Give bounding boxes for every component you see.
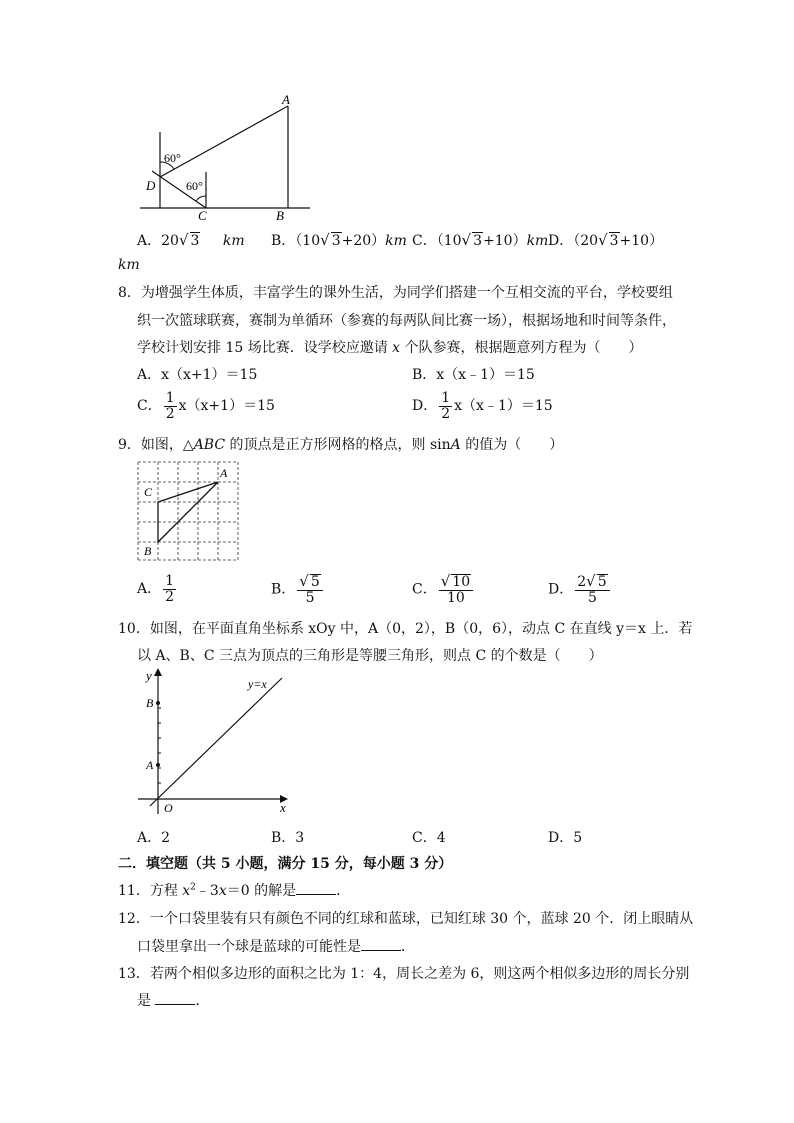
q9-option-c: C． $\frac{√ 10}{10}$ [412, 574, 475, 605]
q10-line-1: 10．如图，在平面直角坐标系 xOy 中，A（0，2），B（0，6），动点 C 在直线 y＝x 上．若 [118, 621, 693, 637]
q10-point-b-label: B [146, 696, 154, 710]
q10-option-a: A．2 [137, 830, 171, 846]
q10-coordinate-figure [130, 664, 300, 816]
q11-answer-blank[interactable] [296, 882, 336, 895]
q12-answer-blank[interactable] [361, 938, 401, 951]
q7-label-b: B [276, 208, 284, 222]
q13-line-1: 13．若两个相似多边形的面积之比为 1：4，周长之差为 6，则这两个相似多边形的周长分别 [118, 966, 690, 982]
q13-line-2: 是 ． [137, 993, 210, 1009]
q10-origin-label: O [164, 801, 173, 815]
q8-option-a: A．x（x+1）＝15 [137, 367, 258, 383]
q10-option-d: D．5 [548, 830, 583, 846]
q12-line-1: 12．一个口袋里装有只有颜色不同的红球和蓝球，已知红球 30 个，蓝球 20 个．闭上眼睛从 [118, 911, 694, 927]
q7-figure [130, 92, 320, 222]
q8-option-d: D． $\frac{1}{2}$ x（x﹣1）＝15 [412, 390, 553, 422]
q8-line-1: 8．为增强学生体质，丰富学生的课外生活，为同学们搭建一个互相交流的平台，学校要组 [118, 285, 673, 301]
q7-option-b: B．（10√ 3+20）km [271, 231, 407, 249]
q11: 11．方程 $x^2﹣3x=0$ 的解是 ． [118, 882, 351, 899]
q7-label-a: A [282, 92, 290, 107]
q9-label-a: A [220, 466, 228, 480]
q7-option-d: D．（20√ 3+10） [548, 231, 664, 249]
q9-label-b: B [144, 544, 152, 558]
q7-option-d-unit: km [118, 257, 140, 273]
q9-option-d: D． $\frac{2√ 5}{5}$ [548, 574, 612, 605]
q7-label-d: D [146, 178, 156, 193]
q10-line-2: 以 A、B、C 三点为顶点的三角形是等腰三角形，则点 C 的个数是（ ） [137, 648, 603, 664]
q13-answer-blank[interactable] [155, 992, 195, 1005]
q8-line-2: 织一次篮球联赛，赛制为单循环（参赛的每两队间比赛一场），根据场地和时间等条件， [137, 313, 676, 329]
q8-option-c: C． $\frac{1}{2}$ x（x+1）＝15 [137, 390, 275, 422]
section-heading-fill-in: 二．填空题（共 5 小题，满分 15 分，每小题 3 分） [118, 856, 453, 872]
q9-grid-figure [136, 460, 240, 564]
q9-stem: 9．如图，△ABC 的顶点是正方形网格的格点，则 sinA 的值为（ ） [118, 437, 564, 453]
q8-option-b: B．x（x﹣1）＝15 [412, 367, 535, 383]
q7-option-a: A．20√ 3 km [137, 231, 245, 249]
q10-axis-y-label: y [146, 668, 152, 683]
q7-angle-1: 60° [164, 151, 181, 165]
q9-option-b: B． $\frac{√ 5}{5}$ [271, 574, 325, 605]
q10-point-a-label: A [146, 758, 154, 772]
q10-line-label: y=x [248, 677, 267, 691]
q9-label-c: C [144, 485, 153, 499]
q12-line-2: 口袋里拿出一个球是蓝球的可能性是 ． [137, 939, 415, 955]
q10-option-c: C．4 [412, 830, 446, 846]
q9-option-a: A． $\frac{1}{2}$ [137, 573, 175, 605]
q7-angle-2: 60° [186, 179, 203, 193]
q10-axis-x-label: x [280, 800, 286, 815]
q8-line-3: 学校计划安排 15 场比赛．设学校应邀请 x 个队参赛，根据题意列方程为（ ） [137, 340, 643, 356]
q7-label-c: C [198, 208, 207, 222]
q7-option-c: C．（10√ 3+10）km [412, 231, 549, 249]
q10-option-b: B．3 [271, 830, 305, 846]
